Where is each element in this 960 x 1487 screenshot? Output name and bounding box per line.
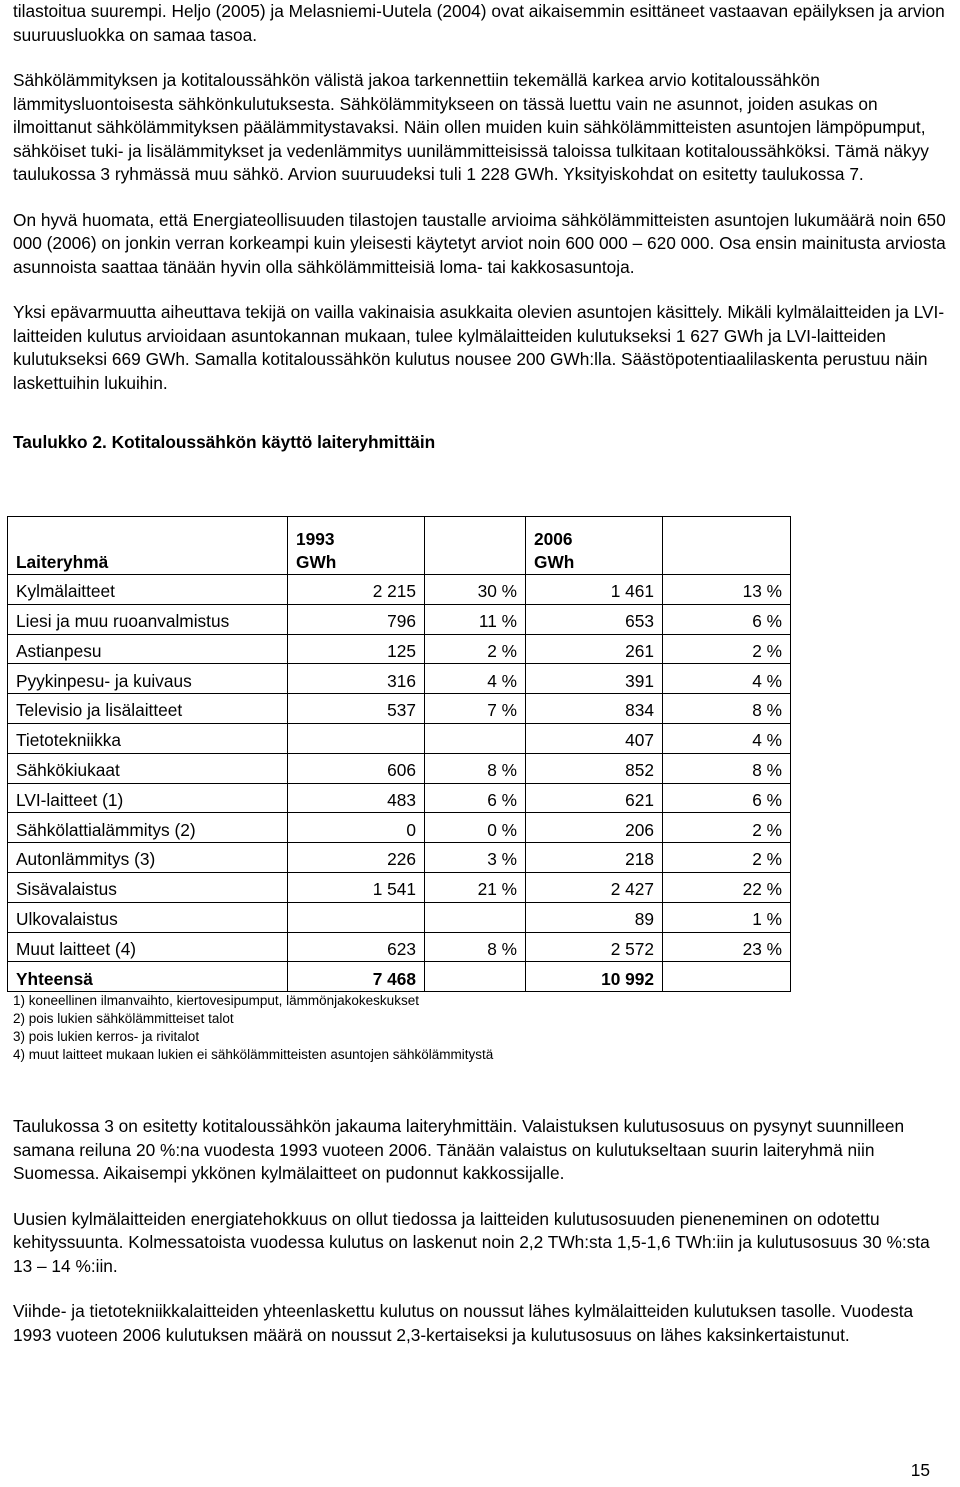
cell-v1993: 623 [288,932,425,962]
cell-p1993: 11 % [425,604,526,634]
cell-group: Sisävalaistus [8,872,288,902]
cell-group: Pyykinpesu- ja kuivaus [8,664,288,694]
cell-v1993: 606 [288,753,425,783]
table-row [8,604,791,634]
table-row [8,813,791,843]
table-total-row [8,962,791,992]
paragraph-1: tilastoitua suurempi. Heljo (2005) ja Melasniemi-Uutela (2004) ovat aikaisemmin esittäneet vastaavan epäilyksen ja arvion suuruusluokka on samaa tasoa. [13,1,945,45]
cell-v1993: 2 215 [288,575,425,605]
cell-v2006: 653 [526,604,663,634]
cell-p1993: 0 % [425,813,526,843]
table-row [8,634,791,664]
cell-p1993: 21 % [425,872,526,902]
cell-v1993 [288,902,425,932]
total-label: Yhteensä [8,962,288,992]
cell-p1993: 30 % [425,575,526,605]
total-1993-share [425,962,526,992]
cell-p2006: 2 % [663,813,791,843]
header-1993-unit: GWh [296,552,337,572]
total-2006: 10 992 [526,962,663,992]
energy-use-table [7,516,791,992]
table-caption: Taulukko 2. Kotitaloussähkön käyttö laiteryhmittäin [13,432,436,452]
total-1993: 7 468 [288,962,425,992]
cell-v2006: 852 [526,753,663,783]
footnote-4: 4) muut laitteet mukaan lukien ei sähkölämmitteisten asuntojen sähkölämmitystä [13,1047,494,1062]
paragraph-6: Uusien kylmälaitteiden energiatehokkuus on ollut tiedossa ja laitteiden kulutusosuuden pieneneminen on odotettu kehityssuunta. Kolmessatoista vuodessa kulutus on laskenut noin 2,2 TWh:sta 1,5-1,6 TWh:iin ja kulutusosuus 30 %:sta 13 – 14 %:iin. [13,1208,930,1276]
cell-v1993 [288,723,425,753]
footnote-2: 2) pois lukien sähkölämmitteiset talot [13,1011,234,1026]
cell-v2006: 89 [526,902,663,932]
cell-v2006: 834 [526,694,663,724]
header-2006 [526,517,663,575]
cell-p1993 [425,723,526,753]
cell-p2006: 6 % [663,604,791,634]
cell-group: Televisio ja lisälaitteet [8,694,288,724]
cell-v2006: 2 427 [526,872,663,902]
cell-p1993: 6 % [425,783,526,813]
cell-p2006: 13 % [663,575,791,605]
cell-p1993 [425,902,526,932]
table-header-row [8,517,791,575]
cell-group: Sähkölattialämmitys (2) [8,813,288,843]
cell-v2006: 1 461 [526,575,663,605]
cell-v1993: 483 [288,783,425,813]
cell-v2006: 206 [526,813,663,843]
table-row [8,694,791,724]
paragraph-3: On hyvä huomata, että Energiateollisuuden tilastojen taustalle arvioima sähkölämmitteisten asuntojen lukumäärä noin 650 000 (2006) on jonkin verran korkeampi kuin yleisesti käytetyt arviot noin 600 000 – 620 000. Osa ensin mainitusta arviosta asunnoista saattaa tänään hyvin olla sähkölämmitteisiä loma- tai kakkosasuntoja. [13,209,946,277]
paragraph-7: Viihde- ja tietotekniikkalaitteiden yhteenlaskettu kulutus on noussut lähes kylmälaitteiden kulutuksen tasolle. Vuodesta 1993 vuoteen 2006 kulutuksen määrä on noussut 2,3-kertaiseksi ja kulutusosuus on lähes kaksinkertaistunut. [13,1301,914,1345]
cell-p1993: 7 % [425,694,526,724]
total-2006-share [663,962,791,992]
cell-p2006: 22 % [663,872,791,902]
table-row [8,872,791,902]
cell-group: Muut laitteet (4) [8,932,288,962]
paragraph-2: Sähkölämmityksen ja kotitaloussähkön välistä jakoa tarkennettiin tekemällä karkea arvio kotitaloussähkön lämmitysluontoisesta sähkönkulutuksesta. Sähkölämmitykseen on tässä luettu vain ne asunnot, joiden asukas on ilmoittanut sähkölämmityksen päälämmitystavaksi. Näin ollen muiden kuin sähkölämmitteisten asuntojen lämpöpumput, sähköiset tuki- ja lisälämmitykset ja vedenlämmitys uunilämmitteisissä taloissa tulkitaan kotitaloussähköksi. Tämä näkyy taulukossa 3 ryhmässä muu sähkö. Arvion suuruudeksi tuli 1 228 GWh. Yksityiskohdat on esitetty taulukossa 7. [13,70,929,184]
cell-v1993: 1 541 [288,872,425,902]
table-row [8,843,791,873]
cell-p2006: 2 % [663,634,791,664]
cell-v2006: 261 [526,634,663,664]
cell-p2006: 4 % [663,664,791,694]
page-number: 15 [910,1460,930,1480]
cell-v2006: 407 [526,723,663,753]
cell-group: Autonlämmitys (3) [8,843,288,873]
table-row [8,753,791,783]
table-row [8,664,791,694]
header-1993-share [425,517,526,575]
cell-p2006: 6 % [663,783,791,813]
cell-v1993: 796 [288,604,425,634]
cell-p2006: 23 % [663,932,791,962]
cell-v1993: 537 [288,694,425,724]
cell-p2006: 1 % [663,902,791,932]
header-2006-share [663,517,791,575]
header-2006-unit: GWh [534,552,575,572]
table-row [8,723,791,753]
cell-group: Tietotekniikka [8,723,288,753]
cell-v2006: 391 [526,664,663,694]
cell-v1993: 125 [288,634,425,664]
cell-p1993: 8 % [425,932,526,962]
cell-group: Ulkovalaistus [8,902,288,932]
cell-p2006: 4 % [663,723,791,753]
cell-group: Astianpesu [8,634,288,664]
cell-p2006: 2 % [663,843,791,873]
table-row [8,783,791,813]
cell-v2006: 218 [526,843,663,873]
header-1993-year: 1993 [296,529,335,549]
cell-p2006: 8 % [663,753,791,783]
cell-v2006: 2 572 [526,932,663,962]
cell-p1993: 4 % [425,664,526,694]
paragraph-4: Yksi epävarmuutta aiheuttava tekijä on vailla vakinaisia asukkaita olevien asuntojen käsittely. Mikäli kylmälaitteiden ja LVI-laitteiden kulutus arvioidaan asuntokannan mukaan, tulee kylmälaitteiden kulutukseksi 1 627 GWh ja LVI-laitteiden kulutukseksi 669 GWh. Samalla kotitaloussähkön kulutus nousee 200 GWh:lla. Säästöpotentiaalilaskenta perustuu näin laskettuihin lukuihin. [13,302,945,393]
footnote-1: 1) koneellinen ilmanvaihto, kiertovesipumput, lämmönjakokeskukset [13,993,419,1008]
paragraph-5: Taulukossa 3 on esitetty kotitaloussähkön jakauma laiteryhmittäin. Valaistuksen kulutusosuus on pysynyt suunnilleen samana reiluna 20 %:na vuodesta 1993 vuoteen 2006. Tänään valaistus on kulutukseltaan suurin laiteryhmä niin Suomessa. Aikaisempi ykkönen kylmälaitteet on pudonnut kakkossijalle. [13,1116,905,1183]
cell-group: Liesi ja muu ruoanvalmistus [8,604,288,634]
cell-p1993: 8 % [425,753,526,783]
cell-group: Sähkökiukaat [8,753,288,783]
header-1993 [288,517,425,575]
cell-p1993: 3 % [425,843,526,873]
cell-group: Kylmälaitteet [8,575,288,605]
footnote-3: 3) pois lukien kerros- ja rivitalot [13,1029,200,1044]
page-body [13,0,948,455]
cell-group: LVI-laitteet (1) [8,783,288,813]
table-row [8,932,791,962]
table-row [8,902,791,932]
cell-p2006: 8 % [663,694,791,724]
header-group: Laiteryhmä [8,517,288,575]
page-body-bottom [13,1115,948,1369]
table-footnotes [13,992,493,1064]
cell-v1993: 0 [288,813,425,843]
header-2006-year: 2006 [534,529,573,549]
table-row [8,575,791,605]
cell-v1993: 226 [288,843,425,873]
cell-v1993: 316 [288,664,425,694]
cell-v2006: 621 [526,783,663,813]
cell-p1993: 2 % [425,634,526,664]
